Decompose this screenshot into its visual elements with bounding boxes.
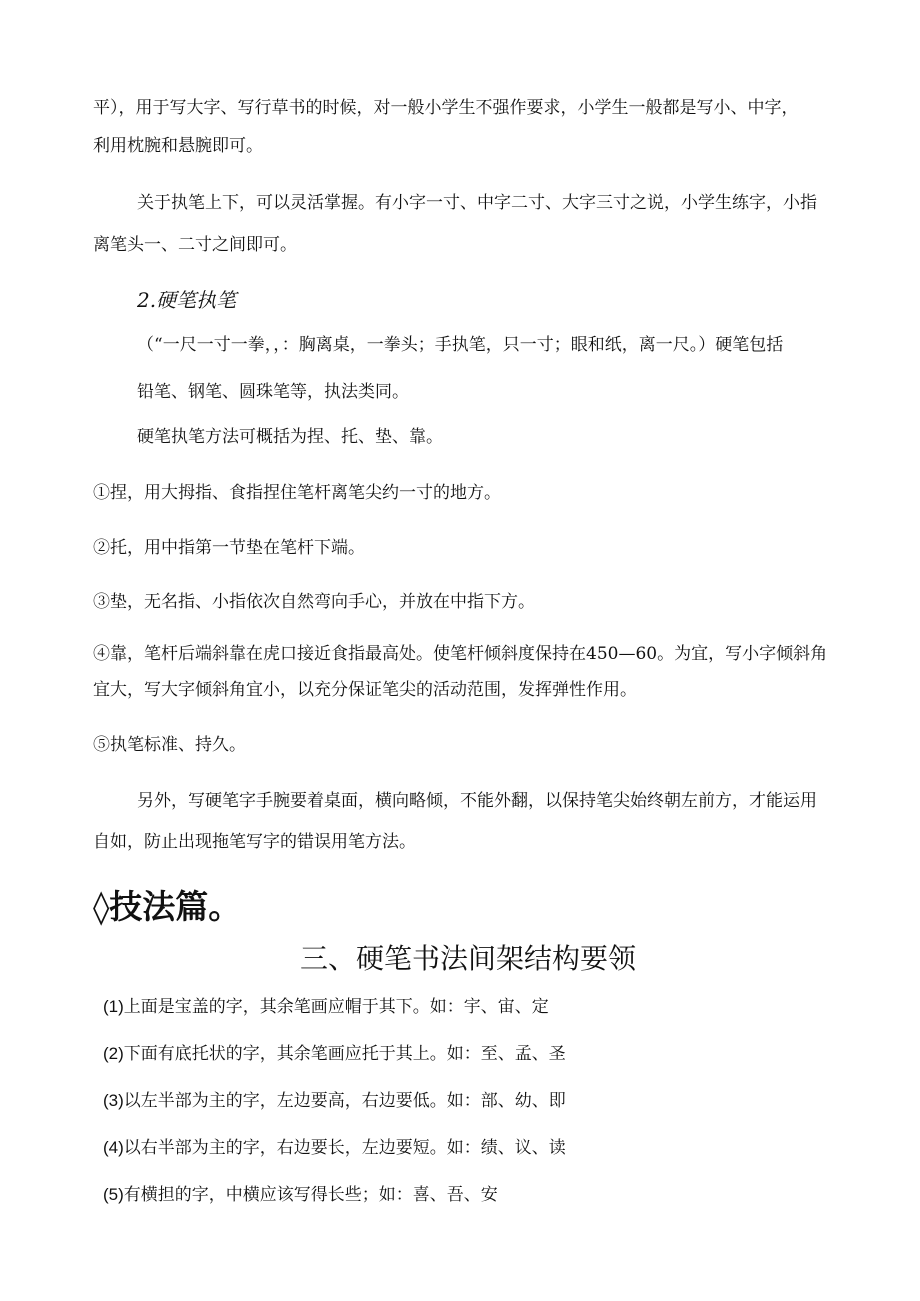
hard-pen-summary: 硬笔执笔方法可概括为捏、托、垫、靠。 [137,427,443,447]
hard-pen-step4-line2: 宜大，写大字倾斜角宜小，以充分保证笔尖的活动范围，发挥弹性作用。 [93,680,637,700]
hard-pen-step2: ②托，用中指第一节垫在笔杆下端。 [93,538,365,558]
hard-pen-step3: ③垫，无名指、小指依次自然弯向手心，并放在中指下方。 [93,592,535,612]
rule-item [103,1136,566,1160]
rule-number: (1) [103,997,124,1016]
hard-pen-step5: ⑤执笔标准、持久。 [93,735,246,755]
rule-number: (5) [103,1185,124,1204]
rule-number: (4) [103,1138,124,1157]
hard-pen-intro-line2: 铅笔、钢笔、圆珠笔等，执法类同。 [137,382,409,402]
para2-line1: 关于执笔上下，可以灵活掌握。有小字一寸、中字二寸、大字三寸之说，小学生练字，小指 [137,193,817,213]
rule-item [103,995,549,1019]
hard-pen-extra-line1: 另外，写硬笔字手腕要着桌面，横向略倾，不能外翻，以保持笔尖始终朝左前方，才能运用 [137,791,817,811]
rule-text: 以左半部为主的字，左边要高，右边要低。如：部、幼、即 [123,1091,566,1111]
hard-pen-extra-line2: 自如，防止出现拖笔写字的错误用笔方法。 [93,832,416,852]
rule-number: (3) [103,1091,124,1110]
rule-text: 以右半部为主的字，右边要长，左边要短。如：绩、议、读 [123,1138,566,1158]
hard-pen-step4-line1: ④靠，笔杆后端斜靠在虎口接近食指最高处。使笔杆倾斜度保持在450—60。为宜，写小字倾斜角 [93,644,828,664]
rule-text: 下面有底托状的字，其余笔画应托于其上。如：至、孟、圣 [123,1044,566,1064]
para1-line2: 利用枕腕和悬腕即可。 [93,136,263,156]
para1-line1: 平），用于写大字、写行草书的时候，对一般小学生不强作要求，小学生一般都是写小、中字， [93,98,799,118]
para2-line2: 离笔头一、二寸之间即可。 [93,235,297,255]
rule-text: 有横担的字，中横应该写得长些；如：喜、吾、安 [123,1185,498,1205]
hard-pen-intro-line1: （“一尺一寸一拳，，：胸离桌，一拳头；手执笔，只一寸；眼和纸，离一尺。）硬笔包括 [137,335,784,355]
technique-section-title: 三、硬笔书法间架结构要领 [300,942,637,975]
technique-section-mark: ◊技法篇。 [93,887,242,926]
hard-pen-step1: ①捏，用大拇指、食指捏住笔杆离笔尖约一寸的地方。 [93,483,501,503]
rule-text: 上面是宝盖的字，其余笔画应帽于其下。如：宇、宙、定 [123,997,549,1017]
rule-item [103,1089,566,1113]
rule-number: (2) [103,1044,124,1063]
rule-item [103,1042,566,1066]
hard-pen-heading: 2.硬笔执笔 [137,288,237,312]
rule-item [103,1183,498,1207]
